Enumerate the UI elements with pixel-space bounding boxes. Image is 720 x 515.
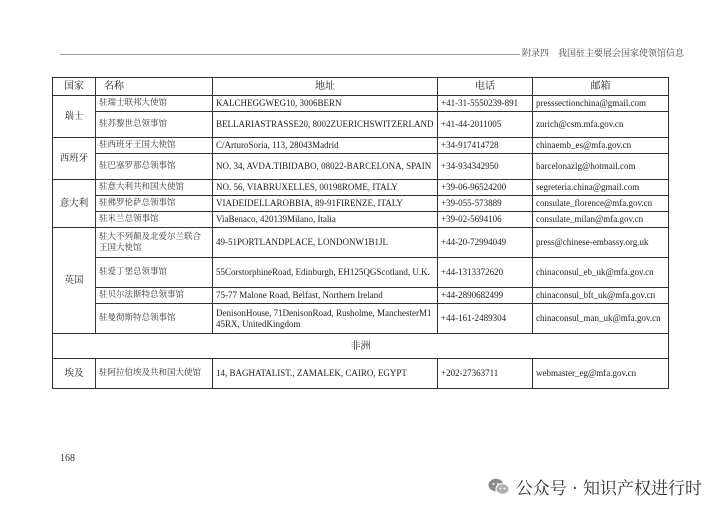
mission-phone: +44-20-72994049 (438, 228, 533, 258)
table-row (53, 288, 669, 304)
mission-address: 49-51PORTLANDPLACE, LONDONW1B1JL (213, 228, 438, 258)
mission-address: VIADEIDELLAROBBIA, 89-91FIRENZE, ITALY (213, 196, 438, 212)
country-cell: 西班牙 (53, 138, 96, 180)
mission-email: zurich@csm.mfa.gov.cn (533, 112, 669, 138)
table-header-row (53, 78, 669, 96)
column-header-phone: 电话 (438, 78, 533, 96)
table-row (53, 359, 669, 389)
mission-phone: +44-1313372620 (438, 258, 533, 288)
table-row (53, 96, 669, 112)
table-row (53, 180, 669, 196)
table-row (53, 212, 669, 228)
mission-phone: +202-27363711 (438, 359, 533, 389)
mission-address: ViaBenaco, 420139Milano, Italia (213, 212, 438, 228)
header-rule (60, 54, 520, 55)
column-header-address: 地址 (213, 78, 438, 96)
watermark-text: 公众号 · 知识产权进行时 (515, 479, 702, 499)
mission-email: consulate_florence@mfa.gov.cn (533, 196, 669, 212)
mission-name: 驻大不列颠及北爱尔兰联合王国大使馆 (96, 228, 213, 258)
column-header-name: 名称 (96, 78, 213, 96)
watermark (488, 474, 702, 499)
mission-address: 75-77 Malone Road, Belfast, Northern Ireland (213, 288, 438, 304)
mission-email: chinaconsul_man_uk@mfa.gov.cn (533, 304, 669, 334)
mission-email: press@chinese-embassy.org.uk (533, 228, 669, 258)
mission-email: segreteria.china@gmail.com (533, 180, 669, 196)
mission-address: 55CorstorphineRoad, Edinburgh, EH125QGScotland, U.K. (213, 258, 438, 288)
mission-name: 驻阿拉伯埃及共和国大使馆 (96, 359, 213, 389)
mission-phone: +39-06-96524200 (438, 180, 533, 196)
mission-name: 驻米兰总领事馆 (96, 212, 213, 228)
mission-name: 驻瑞士联邦大使馆 (96, 96, 213, 112)
mission-address: BELLARIASTRASSE20, 8002ZUERICHSWITZERLAND (213, 112, 438, 138)
mission-phone: +34-934342950 (438, 154, 533, 180)
mission-address: C/ArturoSoria, 113, 28043Madrid (213, 138, 438, 154)
table-row (53, 228, 669, 258)
mission-address: DenisonHouse, 71DenisonRoad, Rusholme, ManchesterM145RX, UnitedKingdom (213, 304, 438, 334)
country-cell: 埃及 (53, 359, 96, 389)
mission-phone: +34-917414728 (438, 138, 533, 154)
mission-name: 驻意大利共和国大使馆 (96, 180, 213, 196)
wechat-icon (488, 478, 510, 496)
mission-name: 驻苏黎世总领事馆 (96, 112, 213, 138)
table-row (53, 138, 669, 154)
mission-email: chinaemb_es@mfa.gov.cn (533, 138, 669, 154)
embassy-table (52, 77, 669, 389)
mission-name: 驻贝尔法斯特总领事馆 (96, 288, 213, 304)
mission-name: 驻西班牙王国大使馆 (96, 138, 213, 154)
mission-email: barcelonazlg@hotmail.com (533, 154, 669, 180)
table-row (53, 154, 669, 180)
mission-email: webmaster_eg@mfa.gov.cn (533, 359, 669, 389)
mission-address: NO. 34, AVDA.TIBIDABO, 08022-BARCELONA, SPAIN (213, 154, 438, 180)
mission-email: chinaconsul_bft_uk@mfa.gov.cn (533, 288, 669, 304)
mission-phone: +39-055-573889 (438, 196, 533, 212)
mission-email: chinaconsul_eb_uk@mfa.gov.cn (533, 258, 669, 288)
mission-address: NO. 56, VIABRUXELLES, 00198ROME, ITALY (213, 180, 438, 196)
mission-email: presssectionchina@gmail.com (533, 96, 669, 112)
country-cell: 瑞士 (53, 96, 96, 138)
column-header-country: 国家 (53, 78, 96, 96)
mission-phone: +41-31-5550239-891 (438, 96, 533, 112)
table-row (53, 196, 669, 212)
mission-phone: +44-2890682499 (438, 288, 533, 304)
table-row (53, 112, 669, 138)
mission-address: 14, BAGHATALIST., ZAMALEK, CAIRO, EGYPT (213, 359, 438, 389)
mission-phone: +44-161-2489304 (438, 304, 533, 334)
page-number: 168 (60, 453, 75, 464)
mission-address: KALCHEGGWEG10, 3006BERN (213, 96, 438, 112)
country-cell: 英国 (53, 228, 96, 334)
column-header-email: 邮箱 (533, 78, 669, 96)
mission-name: 驻曼彻斯特总领事馆 (96, 304, 213, 334)
mission-email: consulate_milan@mfa.gov.cn (533, 212, 669, 228)
section-title-africa: 非洲 (53, 334, 669, 359)
section-row-africa (53, 334, 669, 359)
mission-phone: +39-02-5694106 (438, 212, 533, 228)
mission-name: 驻巴塞罗那总领事馆 (96, 154, 213, 180)
table-row (53, 258, 669, 288)
mission-name: 驻佛罗伦萨总领事馆 (96, 196, 213, 212)
mission-phone: +41-44-2011005 (438, 112, 533, 138)
mission-name: 驻爱丁堡总领事馆 (96, 258, 213, 288)
country-cell: 意大利 (53, 180, 96, 228)
page-header-title: 附录四 我国驻主要展会国家使领馆信息 (522, 49, 685, 59)
table-row (53, 304, 669, 334)
